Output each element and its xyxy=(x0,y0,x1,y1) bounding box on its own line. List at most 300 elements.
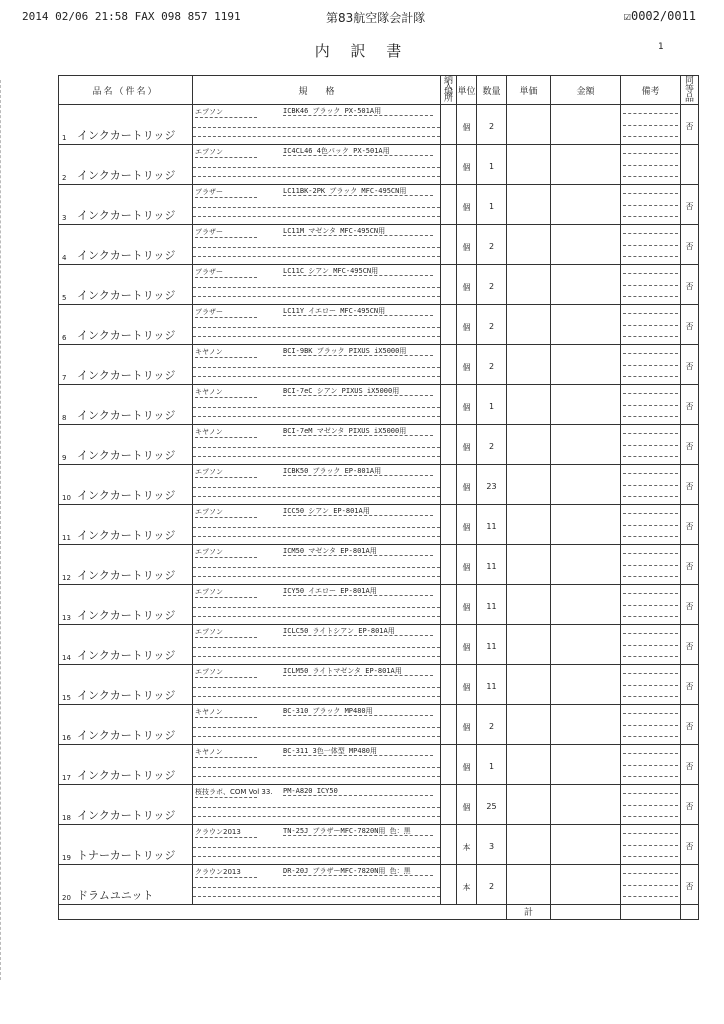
item-name: インクカートリッジ xyxy=(77,169,176,182)
item-delivery xyxy=(441,745,457,785)
item-unit: 個 xyxy=(462,683,471,692)
remark-rule xyxy=(623,445,678,446)
item-price xyxy=(507,745,551,785)
item-unit-cell xyxy=(457,785,477,825)
spec-rule xyxy=(193,216,440,217)
item-spec-cell xyxy=(193,265,441,305)
item-price xyxy=(507,225,551,265)
item-maker: エプソン xyxy=(195,547,257,558)
table-row xyxy=(59,425,699,465)
item-price xyxy=(507,625,551,665)
item-delivery xyxy=(441,545,457,585)
item-qty: 1 xyxy=(488,402,495,411)
item-number: 16 xyxy=(62,734,71,742)
item-maker: エプソン xyxy=(195,627,257,638)
item-unit: 個 xyxy=(462,523,471,532)
item-spec-cell xyxy=(193,465,441,505)
item-number: 15 xyxy=(62,694,71,702)
item-remarks xyxy=(621,825,681,865)
header-delivery: 納入場所 xyxy=(441,76,457,105)
item-equivalent-cell xyxy=(681,625,699,665)
spec-rule xyxy=(193,167,440,168)
item-unit-cell xyxy=(457,265,477,305)
item-delivery xyxy=(441,665,457,705)
item-remarks xyxy=(621,385,681,425)
item-remarks xyxy=(621,465,681,505)
item-number: 6 xyxy=(62,334,67,342)
spec-rule xyxy=(193,367,440,368)
item-remarks xyxy=(621,265,681,305)
item-equivalent: 否 xyxy=(685,282,694,291)
item-equivalent-cell xyxy=(681,785,699,825)
item-name-cell xyxy=(59,225,193,265)
fax-sender-unit: 第83航空隊会計隊 xyxy=(326,11,426,25)
table-row xyxy=(59,225,699,265)
item-name: インクカートリッジ xyxy=(77,489,176,502)
item-spec-cell xyxy=(193,625,441,665)
item-delivery xyxy=(441,505,457,545)
item-name: インクカートリッジ xyxy=(77,689,176,702)
item-model: BCI-7eC シアン PIXUS iX5000用 xyxy=(283,387,433,396)
spec-rule xyxy=(193,656,440,657)
item-number: 9 xyxy=(62,454,67,462)
item-equivalent-cell xyxy=(681,745,699,785)
remark-rule xyxy=(623,193,678,194)
remark-rule xyxy=(623,376,678,377)
item-maker: エプソン xyxy=(195,467,257,478)
item-number: 5 xyxy=(62,294,67,302)
table-row xyxy=(59,385,699,425)
item-equivalent-cell xyxy=(681,505,699,545)
header-spec: 規 格 xyxy=(193,76,441,105)
item-maker: キヤノン xyxy=(195,427,257,438)
item-qty-cell xyxy=(477,705,507,745)
spec-rule xyxy=(193,576,440,577)
remark-rule xyxy=(623,633,678,634)
remark-rule xyxy=(623,245,678,246)
item-unit-cell xyxy=(457,425,477,465)
spec-rule xyxy=(193,776,440,777)
item-qty: 1 xyxy=(488,762,495,771)
item-qty: 2 xyxy=(488,242,495,251)
item-remarks xyxy=(621,225,681,265)
total-label: 計 xyxy=(507,905,551,920)
spec-rule xyxy=(193,696,440,697)
item-spec-cell xyxy=(193,745,441,785)
item-name: インクカートリッジ xyxy=(77,409,176,422)
item-unit-cell xyxy=(457,345,477,385)
item-maker: キヤノン xyxy=(195,747,257,758)
item-equivalent: 否 xyxy=(685,882,694,891)
total-amount xyxy=(551,905,621,920)
item-delivery xyxy=(441,785,457,825)
item-qty: 2 xyxy=(488,882,495,891)
remark-rule xyxy=(623,176,678,177)
item-amount xyxy=(551,625,621,665)
item-name-cell xyxy=(59,665,193,705)
item-equivalent-cell xyxy=(681,225,699,265)
item-amount xyxy=(551,105,621,145)
table-row xyxy=(59,665,699,705)
remark-rule xyxy=(623,113,678,114)
item-delivery xyxy=(441,185,457,225)
item-spec-cell xyxy=(193,345,441,385)
header-equivalent: 同等品 xyxy=(681,76,699,105)
item-name-cell xyxy=(59,545,193,585)
item-spec-cell xyxy=(193,225,441,265)
item-amount xyxy=(551,265,621,305)
item-spec-cell xyxy=(193,585,441,625)
remark-rule xyxy=(623,285,678,286)
spec-rule xyxy=(193,896,440,897)
item-delivery xyxy=(441,225,457,265)
item-qty-cell xyxy=(477,505,507,545)
spec-rule xyxy=(193,447,440,448)
header-amount: 金額 xyxy=(551,76,621,105)
item-equivalent-cell xyxy=(681,345,699,385)
item-name: インクカートリッジ xyxy=(77,809,176,822)
remark-rule xyxy=(623,593,678,594)
item-name-cell xyxy=(59,305,193,345)
spec-rule xyxy=(193,456,440,457)
item-unit-cell xyxy=(457,745,477,785)
remark-rule xyxy=(623,725,678,726)
item-amount xyxy=(551,705,621,745)
remark-rule xyxy=(623,873,678,874)
total-remarks xyxy=(621,905,681,920)
remark-rule xyxy=(623,616,678,617)
item-remarks xyxy=(621,305,681,345)
item-spec-cell xyxy=(193,785,441,825)
total-spacer xyxy=(59,905,507,920)
spec-rule xyxy=(193,256,440,257)
item-number: 3 xyxy=(62,214,67,222)
item-unit: 個 xyxy=(462,403,471,412)
table-row xyxy=(59,545,699,585)
item-equivalent: 否 xyxy=(685,202,694,211)
item-model: LC11C シアン MFC-495CN用 xyxy=(283,267,433,276)
fax-datetime: 2014 02/06 21:58 xyxy=(22,10,128,23)
item-delivery xyxy=(441,585,457,625)
item-spec-cell xyxy=(193,145,441,185)
remark-rule xyxy=(623,845,678,846)
breakdown-table xyxy=(58,75,699,920)
item-delivery xyxy=(441,385,457,425)
item-equivalent: 否 xyxy=(685,122,694,131)
remark-rule xyxy=(623,525,678,526)
item-price xyxy=(507,465,551,505)
remark-rule xyxy=(623,856,678,857)
item-price xyxy=(507,705,551,745)
item-name: ドラムユニット xyxy=(77,889,154,902)
spec-rule xyxy=(193,407,440,408)
item-remarks xyxy=(621,505,681,545)
item-equivalent: 否 xyxy=(685,842,694,851)
remark-rule xyxy=(623,473,678,474)
item-model: LC11M マゼンタ MFC-495CN用 xyxy=(283,227,433,236)
remark-rule xyxy=(623,496,678,497)
total-row xyxy=(59,905,699,920)
item-spec-cell xyxy=(193,385,441,425)
document-title: 内 訳 書 xyxy=(314,42,410,60)
item-qty: 11 xyxy=(486,562,497,571)
item-unit-cell xyxy=(457,465,477,505)
item-price xyxy=(507,825,551,865)
remark-rule xyxy=(623,885,678,886)
item-spec-cell xyxy=(193,865,441,905)
remark-rule xyxy=(623,216,678,217)
item-unit: 個 xyxy=(462,163,471,172)
remark-rule xyxy=(623,325,678,326)
item-unit: 個 xyxy=(462,763,471,772)
item-delivery xyxy=(441,865,457,905)
item-equivalent: 否 xyxy=(685,482,694,491)
item-model: BC-310 ブラック MP480用 xyxy=(283,707,433,716)
item-amount xyxy=(551,585,621,625)
item-spec-cell xyxy=(193,305,441,345)
table-row xyxy=(59,705,699,745)
item-name: インクカートリッジ xyxy=(77,529,176,542)
item-amount xyxy=(551,145,621,185)
item-unit: 個 xyxy=(462,563,471,572)
remark-rule xyxy=(623,793,678,794)
item-remarks xyxy=(621,785,681,825)
item-name-cell xyxy=(59,345,193,385)
item-qty: 11 xyxy=(486,522,497,531)
item-unit: 個 xyxy=(462,643,471,652)
item-spec-cell xyxy=(193,185,441,225)
item-maker: クラウン2013 xyxy=(195,827,257,838)
item-delivery xyxy=(441,425,457,465)
item-qty: 2 xyxy=(488,362,495,371)
page-number: 1 xyxy=(658,42,664,52)
spec-rule xyxy=(193,527,440,528)
spec-rule xyxy=(193,536,440,537)
item-name-cell xyxy=(59,385,193,425)
item-equivalent: 否 xyxy=(685,762,694,771)
item-amount xyxy=(551,505,621,545)
item-number: 17 xyxy=(62,774,71,782)
fax-header xyxy=(22,10,241,23)
item-spec-cell xyxy=(193,105,441,145)
item-qty: 11 xyxy=(486,642,497,651)
table-row xyxy=(59,585,699,625)
spec-rule xyxy=(193,767,440,768)
item-name: インクカートリッジ xyxy=(77,649,176,662)
item-model: ICC50 シアン EP-801A用 xyxy=(283,507,433,516)
item-model: BCI-9BK ブラック PIXUS iX5000用 xyxy=(283,347,433,356)
table-row xyxy=(59,785,699,825)
table-row xyxy=(59,185,699,225)
item-name: インクカートリッジ xyxy=(77,249,176,262)
item-remarks xyxy=(621,865,681,905)
item-equivalent: 否 xyxy=(685,682,694,691)
spec-rule xyxy=(193,807,440,808)
item-maker: クラウン2013 xyxy=(195,867,257,878)
spec-rule xyxy=(193,376,440,377)
table-row xyxy=(59,105,699,145)
item-amount xyxy=(551,385,621,425)
item-number: 20 xyxy=(62,894,71,902)
table-row xyxy=(59,625,699,665)
remark-rule xyxy=(623,125,678,126)
item-qty-cell xyxy=(477,465,507,505)
item-unit: 個 xyxy=(462,443,471,452)
item-name: インクカートリッジ xyxy=(77,569,176,582)
table-row xyxy=(59,825,699,865)
item-remarks xyxy=(621,545,681,585)
item-name-cell xyxy=(59,465,193,505)
item-name: インクカートリッジ xyxy=(77,369,176,382)
item-equivalent: 否 xyxy=(685,562,694,571)
item-amount xyxy=(551,785,621,825)
item-name: インクカートリッジ xyxy=(77,209,176,222)
spec-rule xyxy=(193,327,440,328)
table-row xyxy=(59,865,699,905)
header-price: 単価 xyxy=(507,76,551,105)
item-maker: ブラザー xyxy=(195,187,257,198)
item-delivery xyxy=(441,265,457,305)
item-equivalent-cell xyxy=(681,265,699,305)
item-equivalent: 否 xyxy=(685,442,694,451)
item-model: DR-20J ブラザーMFC-7820N用 色：黒 xyxy=(283,867,433,876)
remark-rule xyxy=(623,153,678,154)
spec-rule xyxy=(193,736,440,737)
remark-rule xyxy=(623,605,678,606)
item-unit: 個 xyxy=(462,603,471,612)
item-amount xyxy=(551,865,621,905)
remark-rule xyxy=(623,256,678,257)
item-name-cell xyxy=(59,865,193,905)
item-maker: エプソン xyxy=(195,147,257,158)
remark-rule xyxy=(623,805,678,806)
item-equivalent-cell xyxy=(681,705,699,745)
header-unit: 単位 xyxy=(457,76,477,105)
item-remarks xyxy=(621,425,681,465)
table-row xyxy=(59,145,699,185)
spec-rule xyxy=(193,567,440,568)
remark-rule xyxy=(623,365,678,366)
table-row xyxy=(59,265,699,305)
spec-rule xyxy=(193,887,440,888)
item-remarks xyxy=(621,745,681,785)
spec-rule xyxy=(193,856,440,857)
item-price xyxy=(507,505,551,545)
item-unit: 個 xyxy=(462,363,471,372)
item-name: インクカートリッジ xyxy=(77,289,176,302)
remark-rule xyxy=(623,713,678,714)
spec-rule xyxy=(193,487,440,488)
item-unit-cell xyxy=(457,185,477,225)
item-name: インクカートリッジ xyxy=(77,769,176,782)
remark-rule xyxy=(623,753,678,754)
item-name-cell xyxy=(59,585,193,625)
header-qty: 数量 xyxy=(477,76,507,105)
table-row xyxy=(59,745,699,785)
item-unit: 本 xyxy=(462,883,471,892)
remark-rule xyxy=(623,393,678,394)
item-spec-cell xyxy=(193,825,441,865)
remark-rule xyxy=(623,205,678,206)
item-maker: エプソン xyxy=(195,667,257,678)
item-amount xyxy=(551,825,621,865)
item-model: BCI-7eM マゼンタ PIXUS iX5000用 xyxy=(283,427,433,436)
item-name: インクカートリッジ xyxy=(77,449,176,462)
item-amount xyxy=(551,545,621,585)
remark-rule xyxy=(623,645,678,646)
item-name-cell xyxy=(59,625,193,665)
item-equivalent-cell xyxy=(681,825,699,865)
item-qty-cell xyxy=(477,625,507,665)
item-qty: 11 xyxy=(486,602,497,611)
item-price xyxy=(507,265,551,305)
item-unit-cell xyxy=(457,225,477,265)
remark-rule xyxy=(623,513,678,514)
item-unit-cell xyxy=(457,145,477,185)
spec-rule xyxy=(193,127,440,128)
item-unit: 本 xyxy=(462,843,471,852)
item-qty: 2 xyxy=(488,122,495,131)
item-number: 12 xyxy=(62,574,71,582)
item-model: ICM50 マゼンタ EP-801A用 xyxy=(283,547,433,556)
item-amount xyxy=(551,425,621,465)
item-unit: 個 xyxy=(462,723,471,732)
item-spec-cell xyxy=(193,425,441,465)
spec-rule xyxy=(193,136,440,137)
item-equivalent: 否 xyxy=(685,402,694,411)
item-number: 1 xyxy=(62,134,67,142)
item-number: 18 xyxy=(62,814,71,822)
item-qty: 1 xyxy=(488,202,495,211)
item-model: ICBK50 ブラック EP-801A用 xyxy=(283,467,433,476)
table-header-row xyxy=(59,76,699,105)
remark-rule xyxy=(623,485,678,486)
item-number: 8 xyxy=(62,414,67,422)
item-equivalent: 否 xyxy=(685,802,694,811)
item-unit-cell xyxy=(457,825,477,865)
item-delivery xyxy=(441,345,457,385)
item-qty-cell xyxy=(477,265,507,305)
item-qty: 2 xyxy=(488,722,495,731)
item-model: BC-311 3色一体型 MP480用 xyxy=(283,747,433,756)
item-name-cell xyxy=(59,505,193,545)
item-equivalent: 否 xyxy=(685,242,694,251)
remark-rule xyxy=(623,553,678,554)
item-price xyxy=(507,345,551,385)
spec-rule xyxy=(193,616,440,617)
item-name: インクカートリッジ xyxy=(77,729,176,742)
item-unit-cell xyxy=(457,545,477,585)
item-name: インクカートリッジ xyxy=(77,129,176,142)
item-name-cell xyxy=(59,425,193,465)
item-price xyxy=(507,105,551,145)
item-unit: 個 xyxy=(462,323,471,332)
item-remarks xyxy=(621,585,681,625)
spec-rule xyxy=(193,607,440,608)
remark-rule xyxy=(623,233,678,234)
item-number: 10 xyxy=(62,494,71,502)
item-unit: 個 xyxy=(462,283,471,292)
item-qty-cell xyxy=(477,745,507,785)
remark-rule xyxy=(623,536,678,537)
item-unit: 個 xyxy=(462,803,471,812)
item-delivery xyxy=(441,305,457,345)
item-unit-cell xyxy=(457,625,477,665)
remark-rule xyxy=(623,576,678,577)
item-equivalent: 否 xyxy=(685,722,694,731)
item-equivalent-cell xyxy=(681,145,699,185)
remark-rule xyxy=(623,313,678,314)
